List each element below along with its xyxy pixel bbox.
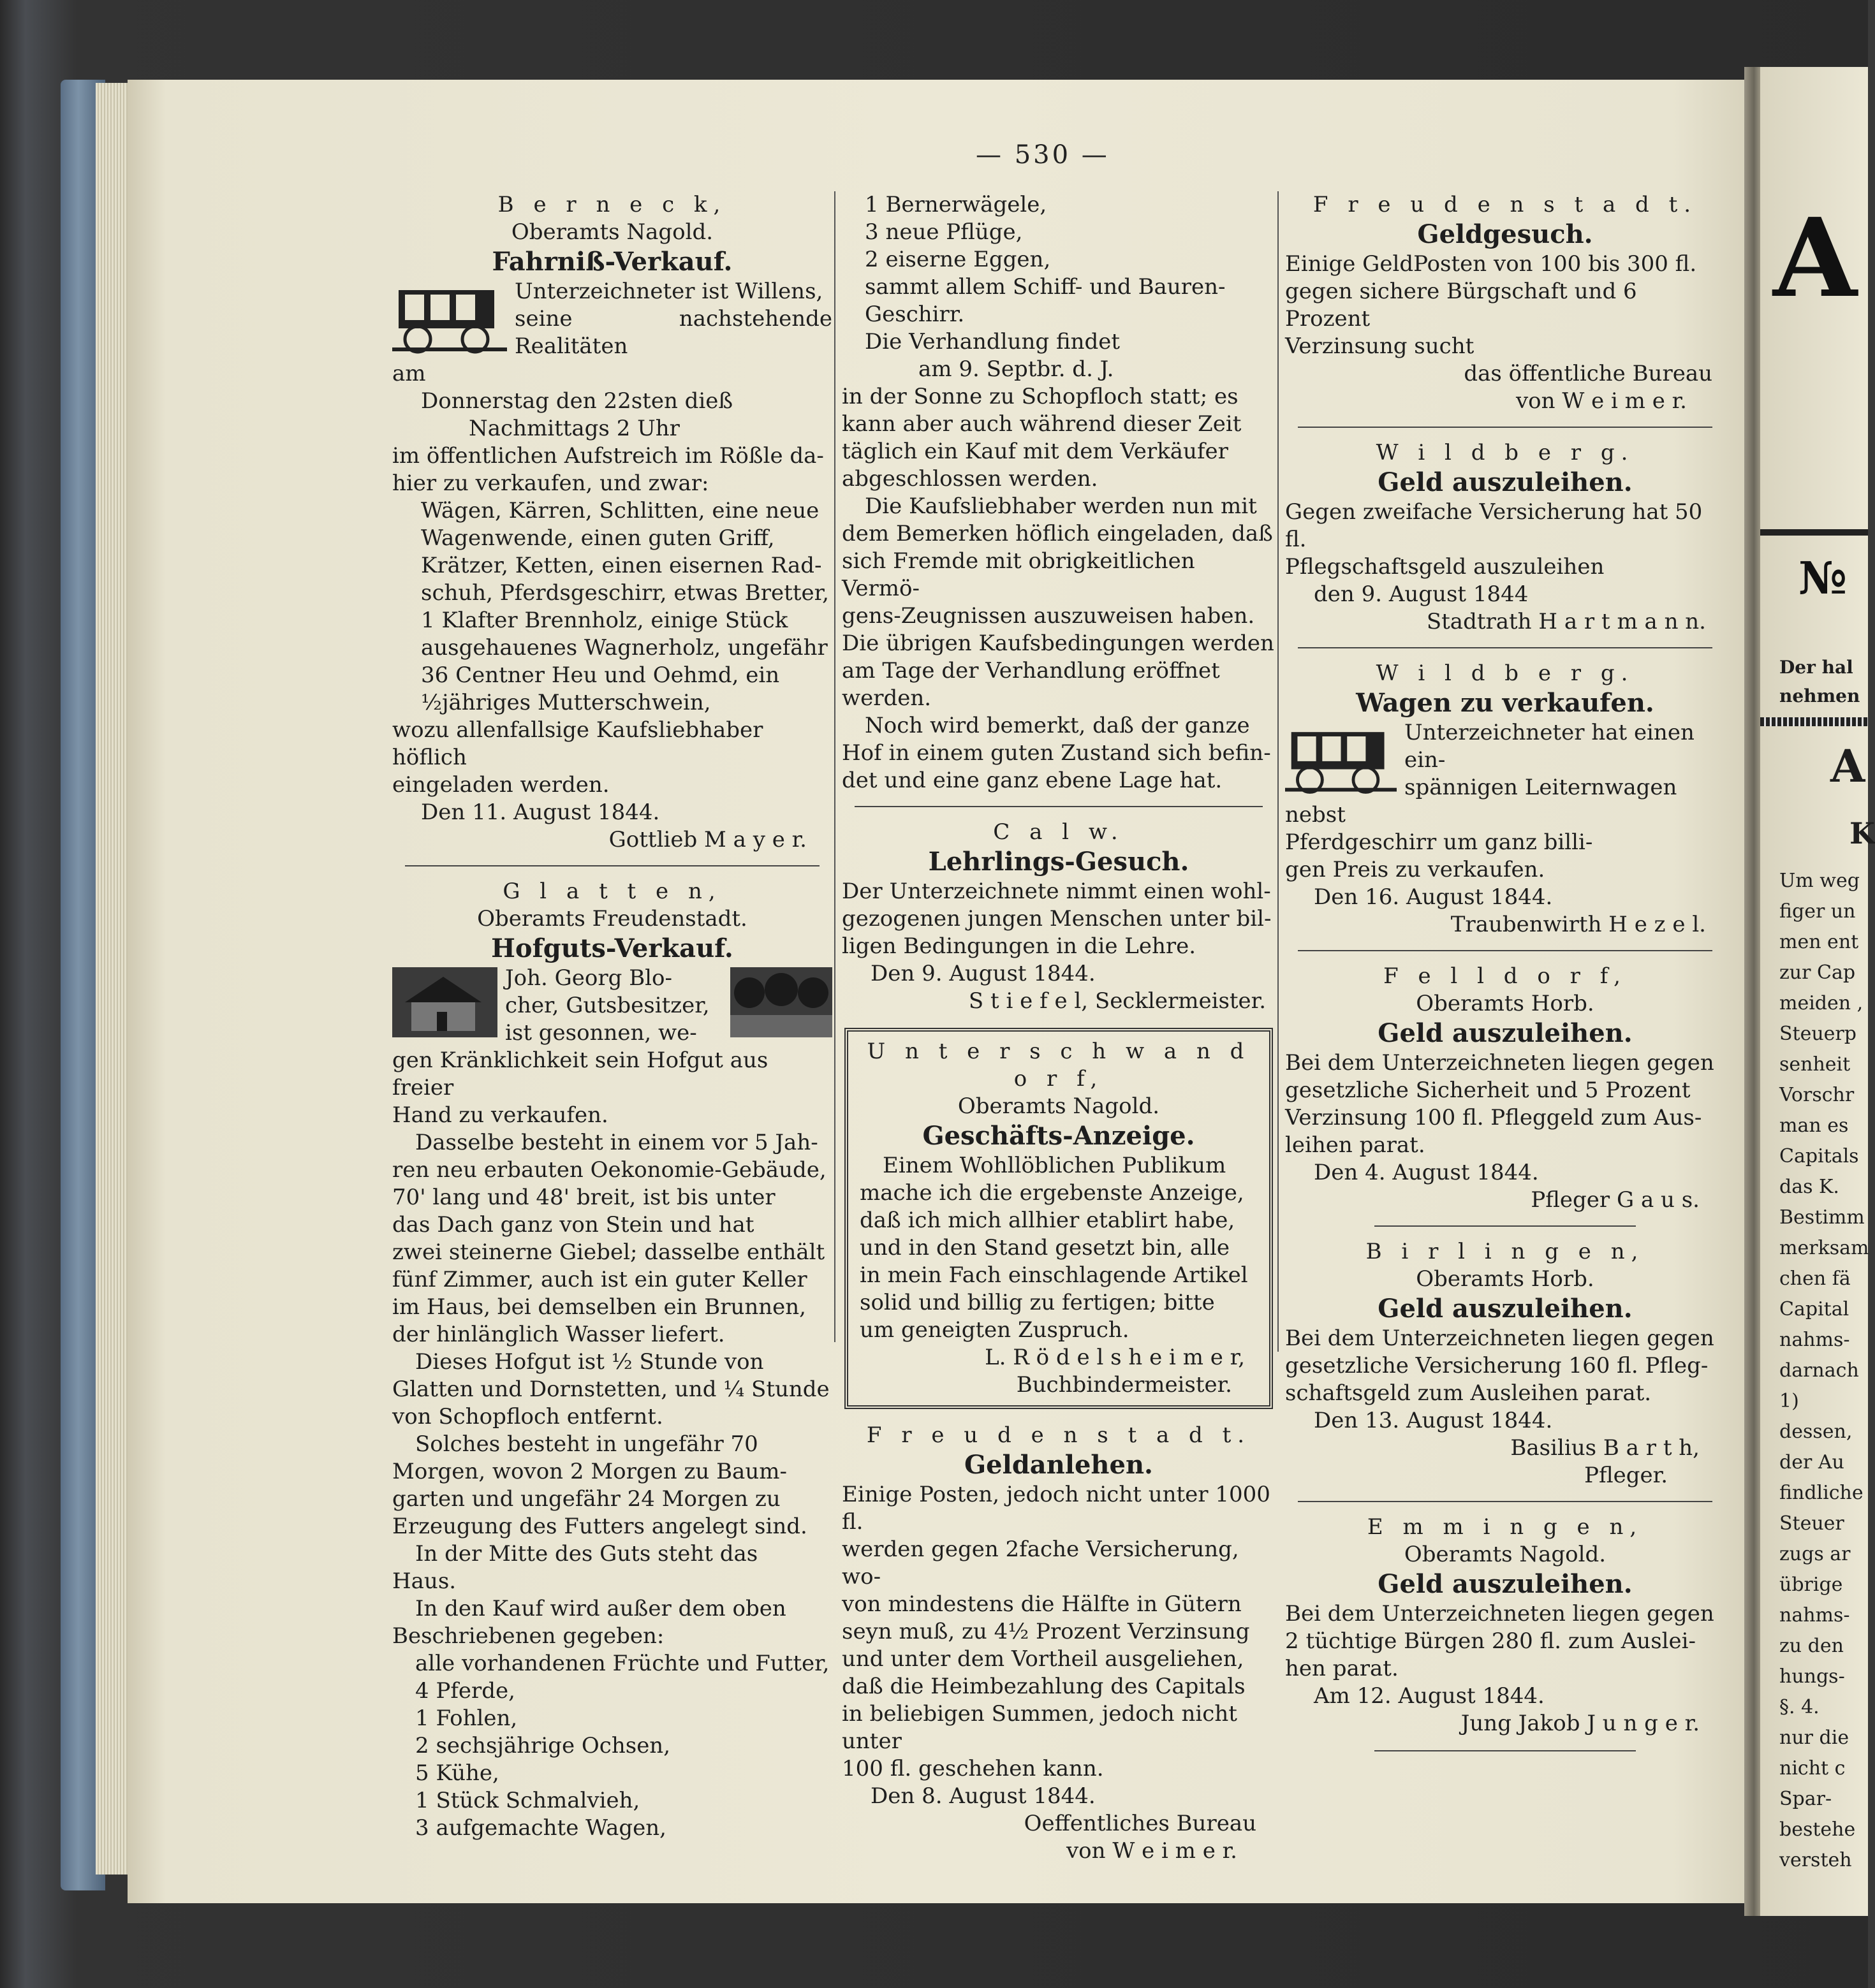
text-line: Bei dem Unterzeichneten liegen gegen <box>1285 1326 1714 1351</box>
text-line: täglich ein Kauf mit dem Verkäufer <box>842 439 1228 464</box>
facing-page-text: Der hal <box>1779 657 1853 678</box>
text-line: det und eine ganz ebene Lage hat. <box>842 768 1223 793</box>
ad-title: Geldgesuch. <box>1417 219 1593 249</box>
text-line: Wagenwende, einen guten Griff, <box>421 525 775 551</box>
ad-emmingen <box>1285 1514 1725 1751</box>
text-line: Verzinsung sucht <box>1285 333 1474 359</box>
text-line: Bei dem Unterzeichneten liegen gegen <box>1285 1050 1714 1076</box>
facing-page-line: das K. <box>1779 1176 1839 1198</box>
column-2 <box>842 191 1276 1865</box>
ad-place: U n t e r s c h w a n d o r f, <box>867 1039 1251 1092</box>
text-line: in mein Fach einschlagende Artikel <box>860 1262 1248 1288</box>
ad-berneck <box>392 191 832 854</box>
farmhouse-illustration-icon <box>392 967 497 1037</box>
text-line: Einige GeldPosten von 100 bis 300 fl. <box>1285 251 1697 277</box>
facing-page-line: nur die <box>1779 1727 1849 1749</box>
ad-signature: Oeffentliches Bureau <box>1024 1811 1256 1836</box>
facing-page-line: hungs- <box>1779 1665 1845 1688</box>
text-line: sich Fremde mit obrigkeitlichen Vermö- <box>842 548 1195 601</box>
facing-page-rule <box>1760 529 1868 536</box>
text-line: im Haus, bei demselben ein Brunnen, <box>392 1294 806 1320</box>
ad-title: Geldanlehen. <box>964 1450 1153 1480</box>
ad-signature: Basilius B a r t h, <box>1510 1435 1700 1461</box>
ad-date: Den 13. August 1844. <box>1314 1408 1553 1433</box>
facing-page-heading: A <box>1830 740 1865 793</box>
text-line: Pflegschaftsgeld auszuleihen <box>1285 554 1605 580</box>
ad-title: Geld auszuleihen. <box>1378 467 1633 497</box>
text-line: eingeladen werden. <box>392 772 610 798</box>
text-line: cher, Gutsbesitzer, <box>505 993 710 1018</box>
facing-page-heading: K <box>1849 816 1875 851</box>
text-line: gesetzliche Sicherheit und 5 Prozent <box>1285 1078 1691 1103</box>
text-line: Unterzeichneter hat einen ein- <box>1404 720 1695 773</box>
text-line: ausgehauenes Wagnerholz, ungefähr <box>421 635 828 661</box>
text-line: Unterzeichneter ist Willens, <box>515 279 823 304</box>
ad-signature: Gottlieb M a y e r. <box>608 827 807 852</box>
ad-title: Geld auszuleihen. <box>1378 1018 1633 1048</box>
column-rule-1 <box>834 191 835 1342</box>
ad-district: Oberamts Freudenstadt. <box>477 906 747 932</box>
ad-district: Oberamts Nagold. <box>511 219 714 245</box>
ad-place: B e r n e c k, <box>497 192 727 217</box>
text-line: Die Verhandlung findet <box>865 329 1121 354</box>
facing-page-line: meiden , <box>1779 992 1864 1014</box>
ad-date: Den 9. August 1844. <box>871 961 1096 986</box>
text-line: sammt allem Schiff- und Bauren- <box>865 274 1226 300</box>
facing-page-line: übrige <box>1779 1574 1843 1596</box>
text-line: In der Mitte des Guts steht das <box>415 1541 758 1567</box>
separator-rule <box>1298 427 1712 428</box>
ad-place: W i l d b e r g. <box>1376 661 1635 686</box>
ad-freudenstadt-geldgesuch <box>1285 191 1725 415</box>
ad-date: Den 4. August 1844. <box>1314 1160 1539 1185</box>
ad-title: Fahrniß-Verkauf. <box>492 247 733 277</box>
text-line: Noch wird bemerkt, daß der ganze <box>865 713 1250 738</box>
ad-date: Den 16. August 1844. <box>1314 884 1553 910</box>
ad-place: F e l l d o r f, <box>1383 963 1627 989</box>
text-line: zwei steinerne Giebel; dasselbe enthält <box>392 1239 825 1265</box>
text-line: Die Kaufsliebhaber werden nun mit <box>865 493 1257 519</box>
ad-glatten-continued <box>842 191 1276 794</box>
facing-page-line: bestehe <box>1779 1818 1856 1841</box>
facing-page-text: nehmen <box>1779 685 1860 706</box>
facing-page-line: zugs ar <box>1779 1543 1851 1565</box>
text-line: Wägen, Kärren, Schlitten, eine neue <box>421 498 820 523</box>
text-line: 2 tüchtige Bürgen 280 fl. zum Auslei- <box>1285 1628 1696 1654</box>
ad-date: Den 8. August 1844. <box>871 1783 1096 1809</box>
ad-signature: Traubenwirth H e z e l. <box>1450 912 1706 937</box>
facing-page-line: zu den <box>1779 1635 1844 1657</box>
text-line: In den Kauf wird außer dem oben <box>415 1596 786 1621</box>
text-line: 5 Kühe, <box>415 1760 499 1786</box>
ad-unterschwandorf-box <box>844 1028 1273 1409</box>
text-line: Nachmittags 2 Uhr <box>469 416 680 441</box>
facing-page-line: men ent <box>1779 931 1859 953</box>
text-line: Erzeugung des Futters angelegt sind. <box>392 1514 807 1539</box>
facing-page <box>1760 67 1875 1916</box>
ad-freudenstadt-geldanlehen <box>842 1422 1276 1865</box>
text-line: Hand zu verkaufen. <box>392 1102 608 1128</box>
facing-page-line: 1) <box>1779 1390 1799 1412</box>
facing-page-number-sign: № <box>1798 552 1848 604</box>
facing-page-line: dessen, <box>1779 1421 1853 1443</box>
text-line: Bei dem Unterzeichneten liegen gegen <box>1285 1601 1714 1626</box>
separator-rule <box>1298 1501 1712 1502</box>
ad-calw <box>842 819 1276 1015</box>
text-line: Krätzer, Ketten, einen eisernen Rad- <box>421 553 822 578</box>
text-line: Dasselbe besteht in einem vor 5 Jah- <box>415 1130 818 1155</box>
facing-page-line: Um weg <box>1779 870 1860 892</box>
text-line: Verzinsung 100 fl. Pfleggeld zum Aus- <box>1285 1105 1702 1130</box>
ad-signature: L. R ö d e l s h e i m e r, <box>985 1345 1245 1370</box>
text-line: daß ich mich allhier etablirt habe, <box>860 1208 1235 1233</box>
ad-glatten <box>392 878 832 1842</box>
text-line: fünf Zimmer, auch ist ein guter Keller <box>392 1267 807 1292</box>
text-line: 2 sechsjährige Ochsen, <box>415 1733 671 1758</box>
separator-rule <box>855 806 1263 807</box>
wagon-illustration-icon <box>1285 722 1397 795</box>
facing-page-line: der Au <box>1779 1451 1844 1473</box>
text-line: 1 Fohlen, <box>415 1706 518 1731</box>
text-line: 36 Centner Heu und Oehmd, ein <box>421 662 780 688</box>
facing-page-line: darnach <box>1779 1359 1859 1382</box>
text-line: schaftsgeld zum Ausleihen parat. <box>1285 1380 1652 1406</box>
ad-place: E m m i n g e n, <box>1367 1514 1643 1540</box>
text-line: 100 fl. geschehen kann. <box>842 1756 1104 1781</box>
text-line: und unter dem Vortheil ausgeliehen, <box>842 1646 1244 1672</box>
text-line: alle vorhandenen Früchte und Futter, <box>415 1651 830 1676</box>
text-line: mache ich die ergebenste Anzeige, <box>860 1180 1244 1206</box>
separator-rule <box>405 865 820 866</box>
ad-birlingen <box>1285 1238 1725 1489</box>
facing-page-large-initial: A <box>1773 194 1857 322</box>
column-1 <box>392 191 832 1842</box>
text-line: Joh. Georg Blo- <box>505 965 673 991</box>
ad-signature-role: Buchbindermeister. <box>1016 1372 1232 1398</box>
end-rule <box>1374 1750 1636 1751</box>
text-line: abgeschlossen werden. <box>842 466 1098 492</box>
ad-place: B i r l i n g e n, <box>1365 1239 1645 1264</box>
text-line: ist gesonnen, we- <box>505 1020 697 1046</box>
ad-signature: Stadtrath H a r t m a n n. <box>1426 609 1706 634</box>
text-line: Einem Wohllöblichen Publikum <box>883 1153 1226 1178</box>
text-line: von mindestens die Hälfte in Gütern <box>842 1591 1242 1617</box>
ad-signature: das öffentliche Bureau <box>1464 361 1712 386</box>
text-line: Der Unterzeichnete nimmt einen wohl- <box>842 879 1271 904</box>
ad-signature: S t i e f e l, Secklermeister. <box>968 988 1266 1014</box>
ad-signature-2: von W e i m e r. <box>1066 1838 1237 1864</box>
column-rule-2 <box>1277 191 1279 1352</box>
ad-title: Geld auszuleihen. <box>1378 1569 1633 1599</box>
text-line: seine nachstehende Realitäten <box>515 306 832 359</box>
ad-date: Am 12. August 1844. <box>1314 1683 1545 1709</box>
text-line: ren neu erbauten Oekonomie-Gebäude, <box>392 1157 827 1183</box>
text-line: das Dach ganz von Stein und hat <box>392 1212 754 1238</box>
text-line: Einige Posten, jedoch nicht unter 1000 fl. <box>842 1482 1270 1535</box>
facing-page-line: zur Cap <box>1779 961 1856 984</box>
text-line: gezogenen jungen Menschen unter bil- <box>842 906 1272 932</box>
text-line: 70' lang und 48' breit, ist bis unter <box>392 1185 776 1210</box>
facing-page-line: chen fä <box>1779 1268 1851 1290</box>
separator-rule <box>1298 950 1712 951</box>
text-line: am <box>392 361 426 386</box>
ad-place: F r e u d e n s t a d t. <box>866 1422 1251 1448</box>
facing-page-line: versteh <box>1779 1849 1852 1871</box>
text-line: in beliebigen Summen, jedoch nicht unter <box>842 1701 1237 1754</box>
text-line: leihen parat. <box>1285 1132 1425 1158</box>
text-line: daß die Heimbezahlung des Capitals <box>842 1674 1246 1699</box>
facing-page-line: Spar- <box>1779 1788 1832 1810</box>
ad-place: W i l d b e r g. <box>1376 440 1635 465</box>
facing-page-ornament <box>1760 717 1868 726</box>
text-line: und in den Stand gesetzt bin, alle <box>860 1235 1230 1261</box>
text-line: gesetzliche Versicherung 160 fl. Pfleg- <box>1285 1353 1709 1378</box>
text-line: im öffentlichen Aufstreich im Rößle da- <box>392 443 824 469</box>
text-line: gens-Zeugnissen auszuweisen haben. <box>842 603 1255 629</box>
text-line: Geschirr. <box>865 302 965 327</box>
text-line: 3 aufgemachte Wagen, <box>415 1815 666 1841</box>
facing-page-line: Steuerp <box>1779 1023 1857 1045</box>
ad-district: Oberamts Horb. <box>1416 1266 1594 1292</box>
text-line: Die übrigen Kaufsbedingungen werden <box>842 631 1274 656</box>
ad-place: F r e u d e n s t a d t. <box>1312 192 1698 217</box>
text-line: wozu allenfallsige Kaufsliebhaber höflich <box>392 717 763 770</box>
text-line: dem Bemerken höflich eingeladen, daß <box>842 521 1273 546</box>
text-line: Gegen zweifache Versicherung hat 50 fl. <box>1285 499 1703 552</box>
text-line: 4 Pferde, <box>415 1678 515 1704</box>
facing-page-line: §. 4. <box>1779 1696 1820 1718</box>
column-3 <box>1285 191 1725 1763</box>
text-line: Glatten und Dornstetten, und ¼ Stunde <box>392 1377 830 1402</box>
ad-title: Wagen zu verkaufen. <box>1356 688 1654 718</box>
ad-title: Lehrlings-Gesuch. <box>928 847 1189 877</box>
text-line: ligen Bedingungen in die Lehre. <box>842 933 1196 959</box>
text-line: von Schopfloch entfernt. <box>392 1404 663 1429</box>
facing-page-line: nahms- <box>1779 1604 1850 1626</box>
facing-page-line: merksam <box>1779 1237 1869 1259</box>
ad-signature: Jung Jakob J u n g e r. <box>1460 1711 1700 1736</box>
ad-wildberg-wagen <box>1285 660 1725 939</box>
text-line: Haus. <box>392 1568 457 1594</box>
text-line: 3 neue Pflüge, <box>865 219 1023 245</box>
ad-district: Oberamts Nagold. <box>957 1093 1160 1119</box>
text-line: 1 Bernerwägele, <box>865 192 1047 217</box>
wagon-illustration-icon <box>392 281 507 354</box>
text-line: ½jähriges Mutterschwein, <box>421 690 711 715</box>
ad-date: Den 11. August 1844. <box>421 800 660 825</box>
facing-page-line: Capitals <box>1779 1145 1859 1167</box>
ad-wildberg-geld <box>1285 439 1725 636</box>
text-line: 1 Klafter Brennholz, einige Stück <box>421 608 788 633</box>
text-line: Beschriebenen gegeben: <box>392 1623 665 1649</box>
ad-signature-2: von W e i m e r. <box>1515 388 1687 414</box>
text-line: werden gegen 2fache Versicherung, wo- <box>842 1537 1239 1590</box>
text-line: hier zu verkaufen, und zwar: <box>392 471 709 496</box>
text-line: hen parat. <box>1285 1656 1399 1681</box>
facing-page-line: figer un <box>1779 900 1856 923</box>
facing-page-line: findliche <box>1779 1482 1864 1504</box>
text-line: schuh, Pferdsgeschirr, etwas Bretter, <box>421 580 829 606</box>
text-line: 1 Stück Schmalvieh, <box>415 1788 640 1813</box>
text-line: Hof in einem guten Zustand sich befin- <box>842 740 1271 766</box>
separator-rule <box>1298 647 1712 648</box>
text-line: kann aber auch während dieser Zeit <box>842 411 1242 437</box>
trees-illustration-icon <box>730 967 832 1037</box>
text-line: Morgen, wovon 2 Morgen zu Baum- <box>392 1459 787 1484</box>
text-line: seyn muß, zu 4½ Prozent Verzinsung <box>842 1619 1250 1644</box>
text-line: solid und billig zu fertigen; bitte <box>860 1290 1215 1315</box>
facing-page-line: senheit <box>1779 1053 1851 1076</box>
ad-place: G l a t t e n, <box>503 879 722 904</box>
facing-page-line: nicht c <box>1779 1757 1846 1780</box>
text-line: spännigen Leiternwagen nebst <box>1285 775 1677 828</box>
ad-title: Hofguts-Verkauf. <box>491 933 733 963</box>
text-line: Pferdgeschirr um ganz billi- <box>1285 830 1593 855</box>
ad-title: Geld auszuleihen. <box>1378 1294 1633 1324</box>
text-line: der hinlänglich Wasser liefert. <box>392 1322 725 1347</box>
text-line: den 9. August 1844 <box>1314 581 1529 607</box>
ad-signature-2: Pfleger. <box>1584 1463 1668 1488</box>
text-line: garten und ungefähr 24 Morgen zu <box>392 1486 781 1512</box>
ad-district: Oberamts Horb. <box>1416 991 1594 1016</box>
text-line: werden. <box>842 685 932 711</box>
ad-title: Geschäfts-Anzeige. <box>922 1121 1195 1151</box>
facing-page-line: nahms- <box>1779 1329 1850 1351</box>
facing-page-line: man es <box>1779 1115 1849 1137</box>
text-line: 2 eiserne Eggen, <box>865 247 1051 272</box>
ad-place: C a l w. <box>993 819 1124 845</box>
facing-page-line: Capital <box>1779 1298 1849 1320</box>
text-line: Donnerstag den 22sten dieß <box>421 388 733 414</box>
separator-rule <box>1374 1225 1636 1227</box>
text-line: Solches besteht in ungefähr 70 <box>415 1431 758 1457</box>
text-line: gen Preis zu verkaufen. <box>1285 857 1545 882</box>
page-number: — 530 — <box>976 140 1110 170</box>
ad-district: Oberamts Nagold. <box>1404 1542 1607 1567</box>
text-line: am 9. Septbr. d. J. <box>918 356 1114 382</box>
text-line: gegen sichere Bürgschaft und 6 Prozent <box>1285 279 1637 332</box>
text-line: Dieses Hofgut ist ½ Stunde von <box>415 1349 764 1375</box>
text-line: um geneigten Zuspruch. <box>860 1317 1129 1343</box>
facing-page-line: Steuer <box>1779 1512 1844 1535</box>
ad-felldorf <box>1285 963 1725 1214</box>
text-line: gen Kränklichkeit sein Hofgut aus freier <box>392 1048 768 1100</box>
text-line: am Tage der Verhandlung eröffnet <box>842 658 1220 683</box>
facing-page-line: Vorschr <box>1779 1084 1855 1106</box>
ad-signature: Pfleger G a u s. <box>1531 1187 1700 1213</box>
facing-page-line: Bestimm <box>1779 1206 1865 1229</box>
text-line: in der Sonne zu Schopfloch statt; es <box>842 384 1239 409</box>
